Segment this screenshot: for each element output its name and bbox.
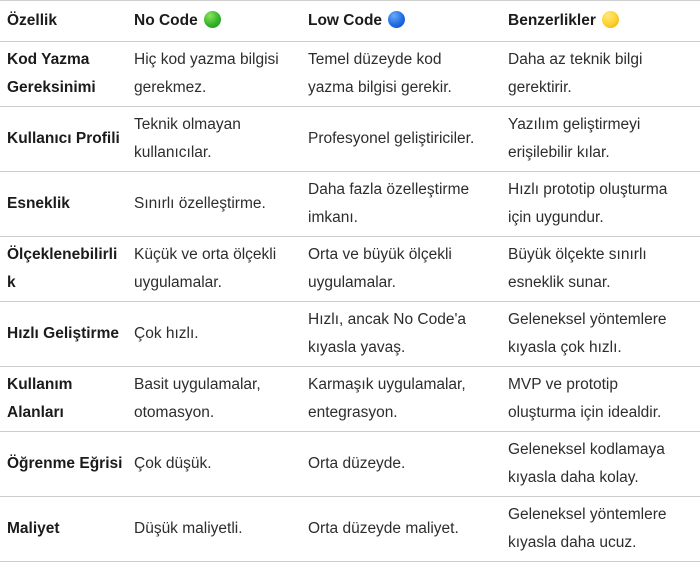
header-row xyxy=(0,1,700,42)
table-row xyxy=(0,237,700,302)
no-code-cell: Basit uygulamalar, otomasyon. xyxy=(134,367,308,432)
feature-cell: Ölçeklenebilirlik xyxy=(0,237,134,302)
benzerlikler-cell: Geleneksel kodlamaya kıyasla daha kolay. xyxy=(508,432,700,497)
no-code-cell: Düşük maliyetli. xyxy=(134,497,308,562)
table-row xyxy=(0,42,700,107)
blue-circle-icon xyxy=(388,11,405,28)
no-code-cell: Çok hızlı. xyxy=(134,302,308,367)
table-row xyxy=(0,302,700,367)
column-header-label: No Code xyxy=(134,12,198,29)
benzerlikler-cell: Hızlı prototip oluşturma için uygundur. xyxy=(508,172,700,237)
table-row xyxy=(0,107,700,172)
benzerlikler-cell: MVP ve prototip oluşturma için idealdir. xyxy=(508,367,700,432)
feature-cell: Hızlı Geliştirme xyxy=(0,302,134,367)
feature-cell: Kod Yazma Gereksinimi xyxy=(0,42,134,107)
no-code-cell: Hiç kod yazma bilgisi gerekmez. xyxy=(134,42,308,107)
no-code-cell: Sınırlı özelleştirme. xyxy=(134,172,308,237)
table-body xyxy=(0,42,700,562)
table-row xyxy=(0,367,700,432)
green-circle-icon xyxy=(204,11,221,28)
feature-cell: Kullanıcı Profili xyxy=(0,107,134,172)
feature-cell: Kullanım Alanları xyxy=(0,367,134,432)
column-header-low-code xyxy=(308,1,508,42)
column-header-label: Benzerlikler xyxy=(508,12,596,29)
no-code-cell: Çok düşük. xyxy=(134,432,308,497)
benzerlikler-cell: Büyük ölçekte sınırlı esneklik sunar. xyxy=(508,237,700,302)
low-code-cell: Orta düzeyde maliyet. xyxy=(308,497,508,562)
column-header-benzerlikler xyxy=(508,1,700,42)
table-row xyxy=(0,432,700,497)
low-code-cell: Karmaşık uygulamalar, entegrasyon. xyxy=(308,367,508,432)
feature-cell: Esneklik xyxy=(0,172,134,237)
column-header-label: Low Code xyxy=(308,12,383,29)
column-header-ozellik xyxy=(0,1,134,42)
low-code-cell: Orta düzeyde. xyxy=(308,432,508,497)
column-header-no-code xyxy=(134,1,308,42)
feature-cell: Maliyet xyxy=(0,497,134,562)
low-code-cell: Orta ve büyük ölçekli uygulamalar. xyxy=(308,237,508,302)
benzerlikler-cell: Geleneksel yöntemlere kıyasla çok hızlı. xyxy=(508,302,700,367)
feature-cell: Öğrenme Eğrisi xyxy=(0,432,134,497)
benzerlikler-cell: Geleneksel yöntemlere kıyasla daha ucuz. xyxy=(508,497,700,562)
yellow-circle-icon xyxy=(602,11,619,28)
low-code-cell: Daha fazla özelleştirme imkanı. xyxy=(308,172,508,237)
low-code-cell: Temel düzeyde kod yazma bilgisi gerekir. xyxy=(308,42,508,107)
low-code-cell: Profesyonel geliştiriciler. xyxy=(308,107,508,172)
benzerlikler-cell: Daha az teknik bilgi gerektirir. xyxy=(508,42,700,107)
table-row xyxy=(0,497,700,562)
table-row xyxy=(0,172,700,237)
low-code-cell: Hızlı, ancak No Code'a kıyasla yavaş. xyxy=(308,302,508,367)
benzerlikler-cell: Yazılım geliştirmeyi erişilebilir kılar. xyxy=(508,107,700,172)
no-code-cell: Teknik olmayan kullanıcılar. xyxy=(134,107,308,172)
no-code-cell: Küçük ve orta ölçekli uygulamalar. xyxy=(134,237,308,302)
column-header-label: Özellik xyxy=(7,12,57,29)
